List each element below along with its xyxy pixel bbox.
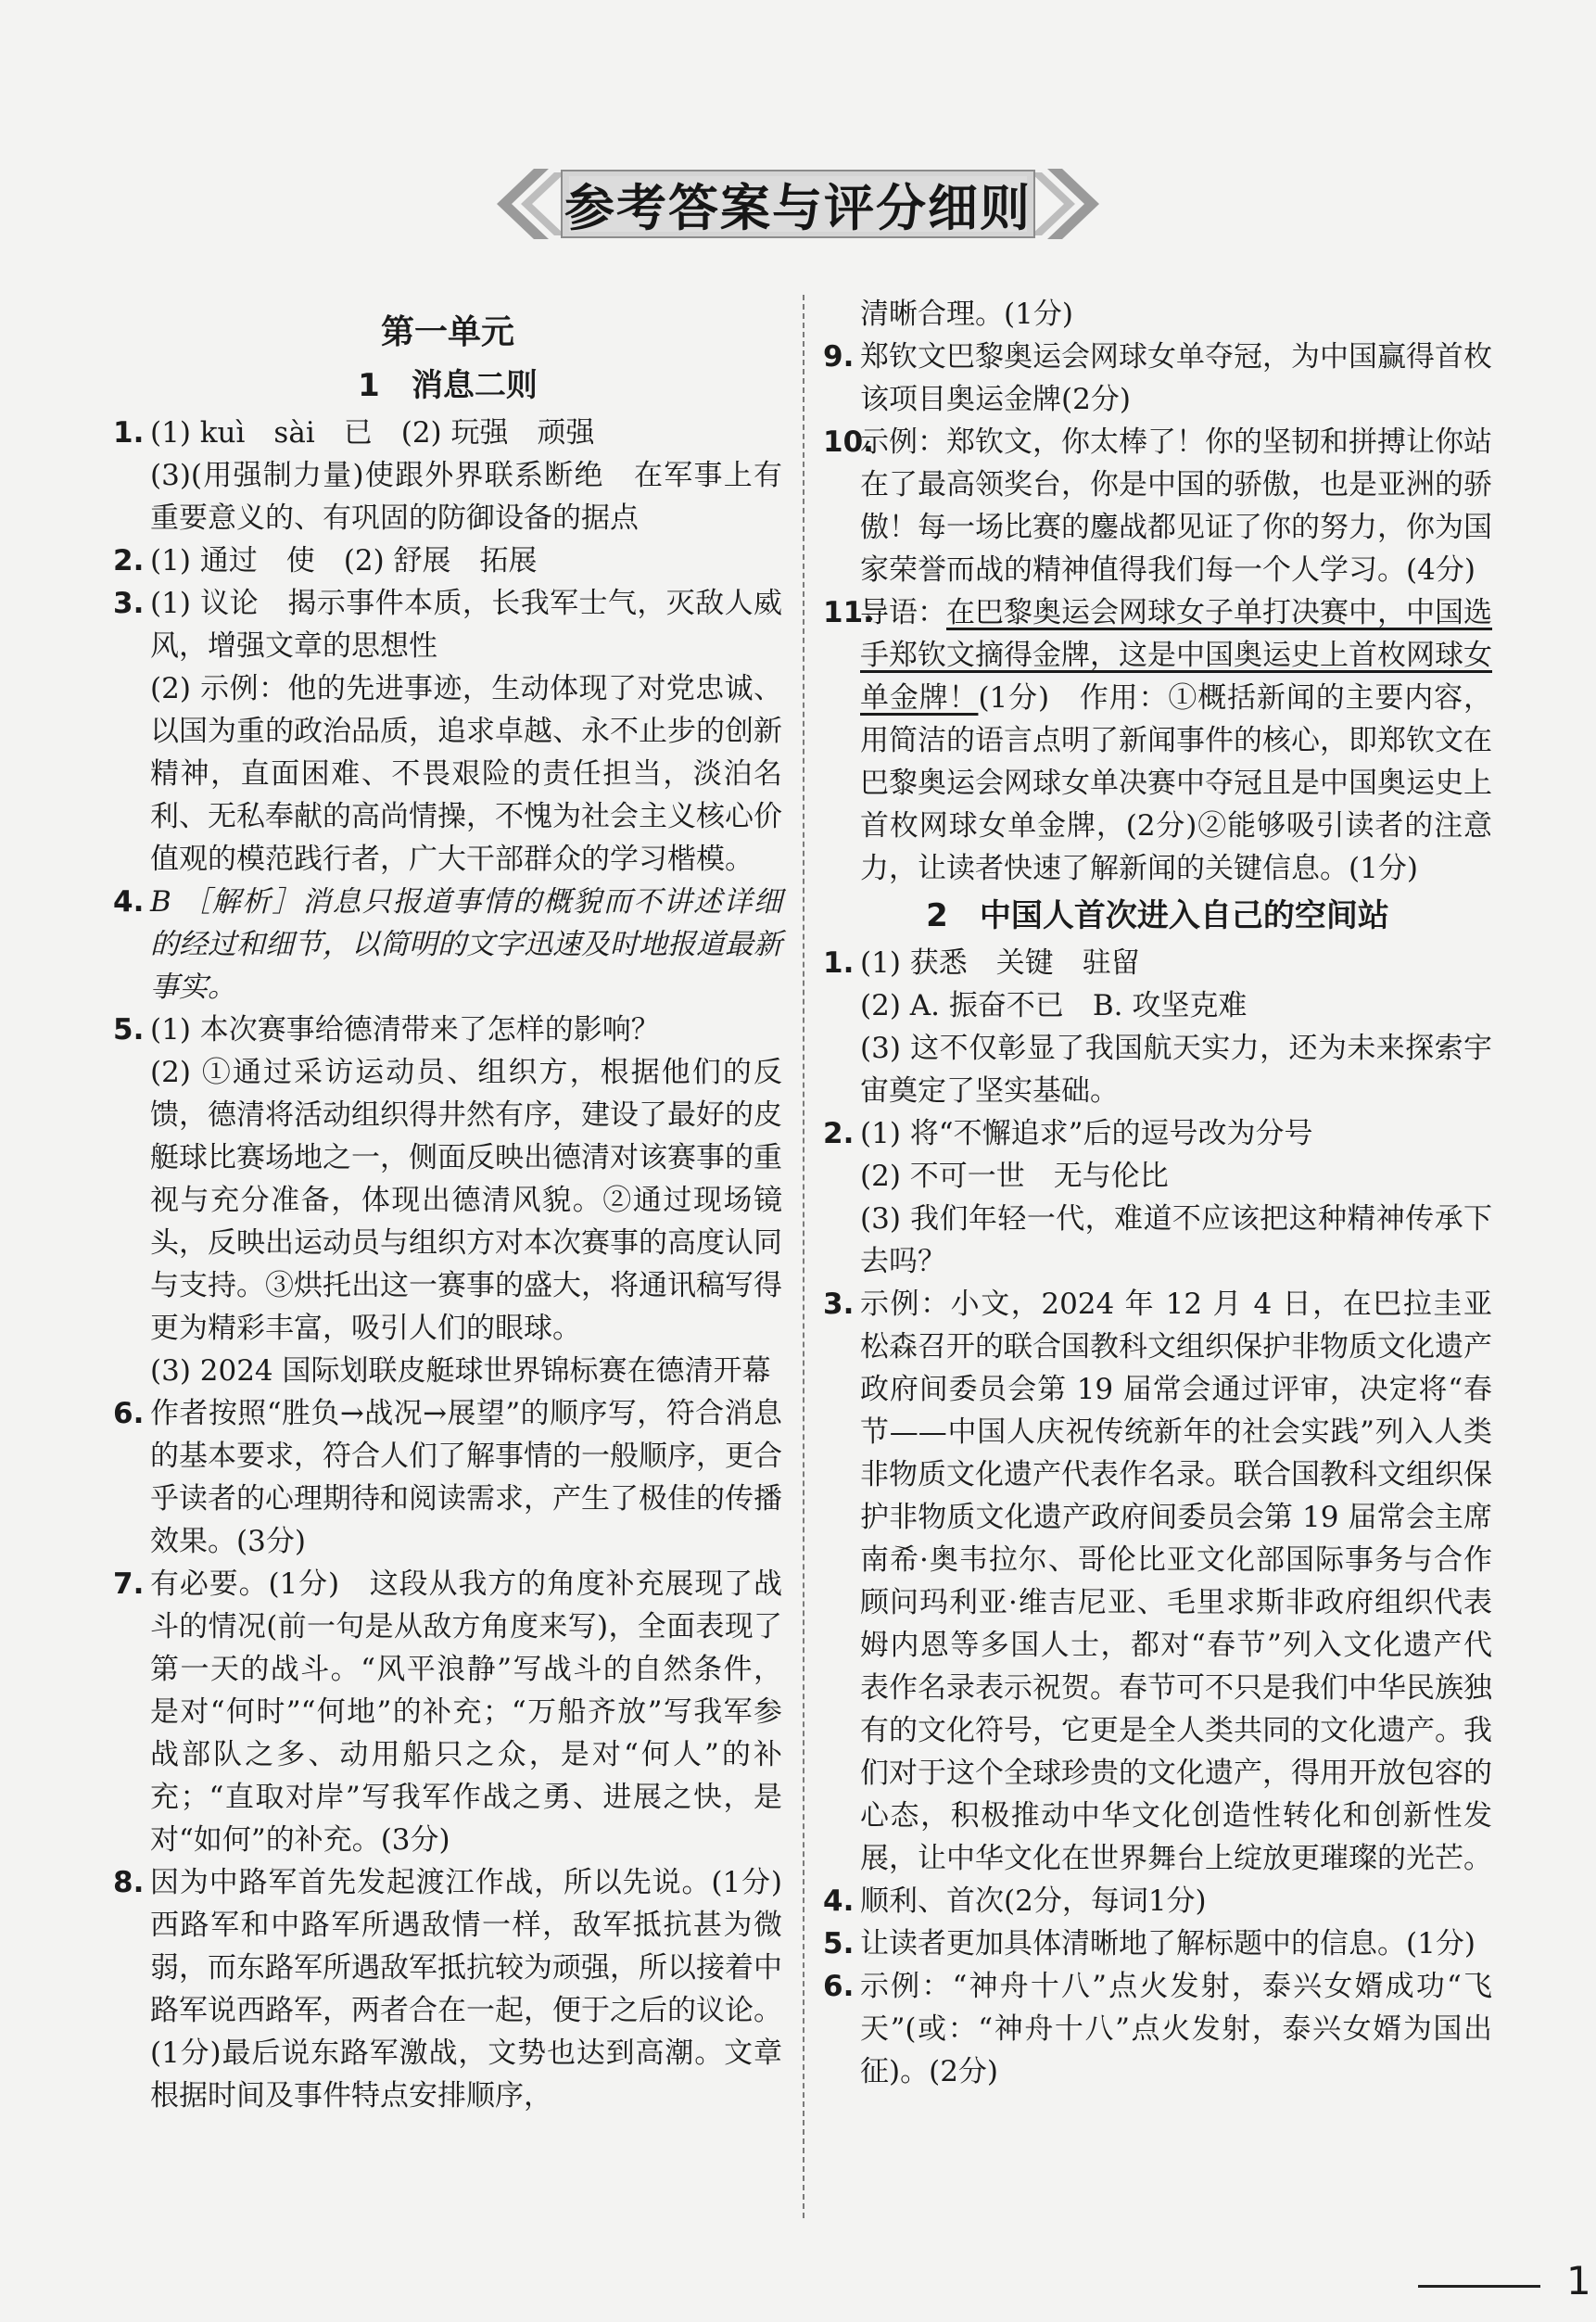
- answer-text: 有必要。(1分) 这段从我方的角度补充展现了战斗的情况(前一句是从敌方角度来写)，全面表现了第一天的战斗。“风平浪静”写战斗的自然条件，是对“何时”“何地”的补充；“万船齐放”写我军参战部队之多、动用船只之众，是对“何人”的补充；“直取对岸”写我军作战之勇、进展之快，是对“如何”的补充。(3分): [150, 1567, 782, 1857]
- answer-item-2: [823, 1112, 1492, 1283]
- answer-text: 顺利、首次(2分，每词1分): [860, 1884, 1207, 1918]
- answer-item-4: [823, 1880, 1492, 1922]
- answer-item-8: [113, 1861, 782, 2117]
- answer-text: (1分) 作用：①概括新闻的主要内容，用简洁的语言点明了新闻事件的核心，即郑钦文在巴黎奥运会网球女单决赛中夺冠且是中国奥运史上首枚网球女单金牌，(2分)②能够吸引读者的注意力，让读者快速了解新闻的关键信息。(1分): [860, 681, 1492, 885]
- answer-item-10: [823, 421, 1492, 591]
- answer-item-5: [113, 1009, 782, 1392]
- lesson-title-1: 1 消息二则: [358, 367, 538, 404]
- item-number: 10.: [823, 425, 874, 459]
- answer-line: (1) 将“不懈追求”后的逗号改为分号: [860, 1117, 1313, 1150]
- answer-line: (1) 本次赛事给德清带来了怎样的影响？: [150, 1013, 660, 1047]
- item-number: 5.: [823, 1927, 855, 1960]
- lead-label: 导语：: [860, 596, 946, 629]
- item-number: 2.: [823, 1117, 855, 1150]
- column-divider: [803, 295, 804, 2218]
- answer-line: (3) 2024 国际划联皮艇球世界锦标赛在德清开幕: [150, 1354, 771, 1388]
- answer-line: (1) 获悉 关键 驻留: [860, 946, 1140, 980]
- right-column: [823, 293, 1492, 2093]
- answer-item-1: [113, 412, 782, 539]
- unit-title: 第一单元: [380, 313, 514, 351]
- answer-item-6: [113, 1392, 782, 1563]
- answer-line: (2) 示例：他的先进事迹，生动体现了对党忠诚、以国为重的政治品质，追求卓越、永不止步的创新精神，直面困难、不畏艰险的责任担当，淡泊名利、无私奉献的高尚情操，不愧为社会主义核心价值观的模范践行者，广大干部群众的学习楷模。: [150, 672, 782, 876]
- lesson-title-2: 2 中国人首次进入自己的空间站: [926, 897, 1389, 934]
- answer-continuation: 清晰合理。(1分): [860, 298, 1073, 331]
- answer-item-1: [823, 942, 1492, 1112]
- answer-item-4: [113, 881, 782, 1009]
- answer-item-3: [823, 1283, 1492, 1880]
- item-number: 1.: [823, 946, 855, 980]
- answer-text: (1) 通过 使 (2) 舒展 拓展: [150, 544, 538, 577]
- item-number: 4.: [113, 885, 145, 919]
- item-number: 5.: [113, 1013, 145, 1047]
- answer-line: (2) 不可一世 无与伦比: [860, 1160, 1169, 1193]
- page-number-rule: [1418, 2285, 1540, 2288]
- answer-line: (3) 我们年轻一代，难道不应该把这种精神传承下去吗？: [860, 1202, 1492, 1278]
- answer-text: 示例：“神舟十八”点火发射，泰兴女婿成功“飞天”(或：“神舟十八”点火发射，泰兴女婿为国出征)。(2分): [860, 1970, 1492, 2088]
- answer-item-5: [823, 1922, 1492, 1965]
- answer-text: B ［解析］消息只报道事情的概貌而不讲述详细的经过和细节，以简明的文字迅速及时地报道最新事实。: [150, 885, 782, 1004]
- item-number: 3.: [113, 587, 145, 620]
- item-number: 6.: [823, 1970, 855, 2003]
- page-number: 1: [1566, 2258, 1591, 2303]
- answer-line: (3) 这不仅彰显了我国航天实力，还为未来探索宇宙奠定了坚实基础。: [860, 1032, 1492, 1108]
- left-column: [113, 306, 782, 2117]
- answer-item-3: [113, 582, 782, 881]
- answer-item-11: [823, 591, 1492, 890]
- answer-line: (1) kuì sài 已 (2) 玩强 顽强: [150, 416, 595, 450]
- item-number: 7.: [113, 1567, 145, 1601]
- lead-sentence: 在巴黎奥运会网球女子单打决赛中，中国选手郑钦文摘得金牌，这是中国奥运史上首枚网球女单金牌！: [860, 596, 1492, 715]
- title-banner: [489, 165, 1107, 243]
- item-number: 1.: [113, 416, 145, 450]
- item-number: 6.: [113, 1397, 145, 1430]
- item-number: 11.: [823, 596, 874, 629]
- answer-line: (3)(用强制力量)使跟外界联系断绝 在军事上有重要意义的、有巩固的防御设备的据点: [150, 459, 782, 535]
- answer-line: (1) 议论 揭示事件本质，长我军士气，灭敌人威风，增强文章的思想性: [150, 587, 782, 663]
- answer-item-2: [113, 539, 782, 582]
- answer-line: (2) A. 振奋不已 B. 攻坚克难: [860, 989, 1248, 1022]
- answer-text: 让读者更加具体清晰地了解标题中的信息。(1分): [860, 1927, 1476, 1960]
- answer-line: (2) ①通过采访运动员、组织方，根据他们的反馈，德清将活动组织得井然有序，建设了最好的皮艇球比赛场地之一，侧面反映出德清对该赛事的重视与充分准备，体现出德清风貌。②通过现场镜头，反映出运动员与组织方对本次赛事的高度认同与支持。③烘托出这一赛事的盛大，将通讯稿写得更为精彩丰富，吸引人们的眼球。: [150, 1056, 782, 1345]
- answer-text: 作者按照“胜负→战况→展望”的顺序写，符合消息的基本要求，符合人们了解事情的一般顺序，更合乎读者的心理期待和阅读需求，产生了极佳的传播效果。(3分): [150, 1397, 782, 1558]
- banner-title: 参考答案与评分细则: [564, 178, 1032, 237]
- answer-text: 示例：小文，2024 年 12 月 4 日，在巴拉圭亚松森召开的联合国教科文组织保护非物质文化遗产政府间委员会第 19 届常会通过评审，决定将“春节——中国人庆祝传统新年的社会实践”列入人类非物质文化遗产代表作名录。联合国教科文组织保护非物质文化遗产政府间委员会第 19 届常会主席南希·奥韦拉尔、哥伦比亚文化部国际事务与合作顾问玛利亚·维吉尼亚、毛里求斯非政府组织代表姆内恩等多国人士，都对“春节”列入文化遗产代表作名录表示祝贺。春节可不只是我们中华民族独有的文化符号，它更是全人类共同的文化遗产。我们对于这个全球珍贵的文化遗产，得用开放包容的心态，积极推动中华文化创造性转化和创新性发展，让中华文化在世界舞台上绽放更璀璨的光芒。: [860, 1288, 1492, 1875]
- answer-item-6: [823, 1965, 1492, 2093]
- item-number: 4.: [823, 1884, 855, 1918]
- answer-item-7: [113, 1563, 782, 1861]
- item-number: 8.: [113, 1866, 145, 1899]
- answer-text: 郑钦文巴黎奥运会网球女单夺冠，为中国赢得首枚该项目奥运金牌(2分): [860, 340, 1492, 416]
- item-number: 2.: [113, 544, 145, 577]
- answer-text: 示例：郑钦文，你太棒了！你的坚韧和拼搏让你站在了最高领奖台，你是中国的骄傲，也是亚洲的骄傲！每一场比赛的鏖战都见证了你的努力，你为国家荣誉而战的精神值得我们每一个人学习。(4分): [860, 425, 1492, 587]
- answer-item-9: [823, 336, 1492, 421]
- item-number: 3.: [823, 1288, 855, 1321]
- answer-text: 因为中路军首先发起渡江作战，所以先说。(1分)西路军和中路军所遇敌情一样，敌军抵抗甚为微弱，而东路军所遇敌军抵抗较为顽强，所以接着中路军说西路军，两者合在一起，便于之后的议论。(1分)最后说东路军激战，文势也达到高潮。文章根据时间及事件特点安排顺序，: [150, 1866, 782, 2113]
- item-number: 9.: [823, 340, 855, 374]
